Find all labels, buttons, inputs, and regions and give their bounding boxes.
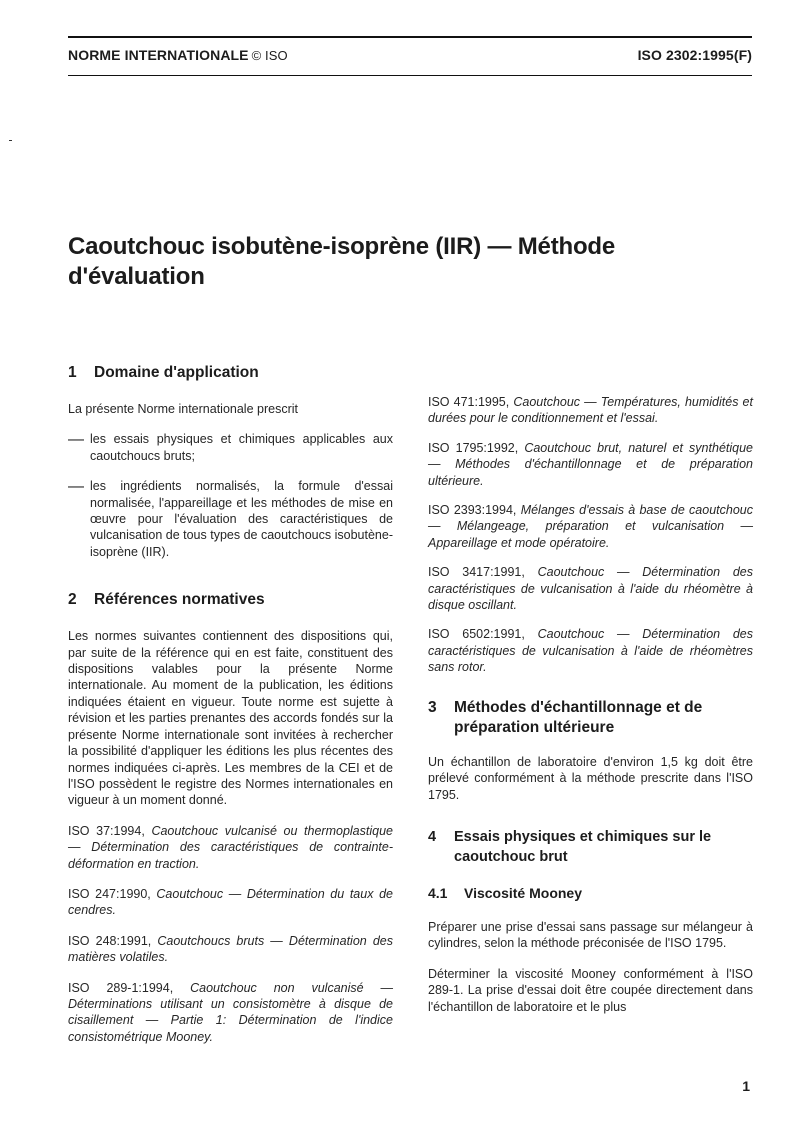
subsection-4-1-para-2: Déterminer la viscosité Mooney conformément à l'ISO 289-1. La prise d'essai doit être coupée directement dans l'échantillon de laboratoire et le plus	[428, 966, 753, 1014]
reference-iso-471	[428, 394, 753, 427]
reference-iso-37	[68, 823, 393, 872]
reference-code: ISO 248:1991,	[68, 933, 152, 948]
subsection-4-1-para-1: Préparer une prise d'essai sans passage sur mélangeur à cylindres, selon la méthode préconisée de l'ISO 1795.	[428, 919, 753, 951]
reference-iso-289-1	[68, 980, 393, 1046]
reference-iso-3417	[428, 564, 753, 613]
reference-code: ISO 471:1995,	[428, 395, 510, 409]
header-bottom-rule	[68, 75, 752, 76]
reference-title: Caoutchouc — Détermination des caractéristiques de vulcanisation à l'aide du rhéomètre à disque oscillant.	[428, 565, 753, 613]
reference-iso-2393	[428, 502, 753, 551]
reference-code: ISO 289-1:1994,	[68, 980, 174, 995]
reference-code: ISO 37:1994,	[68, 823, 145, 838]
reference-code: ISO 6502:1991,	[428, 627, 525, 642]
reference-code: ISO 1795:1992,	[428, 440, 519, 455]
section-4-number: 4	[428, 828, 437, 845]
header-doc-number: ISO 2302:1995(F)	[637, 47, 752, 63]
reference-title: Caoutchouc non vulcanisé — Déterminations utilisant un consistomètre à disque de cisaillement — Partie 1: Détermination de l'indice consistométrique Mooney.	[68, 980, 393, 1044]
scope-item-1-text: les essais physiques et chimiques applicables aux caoutchoucs bruts;	[90, 432, 393, 463]
section-1-heading	[68, 363, 393, 383]
reference-title: Caoutchouc brut, naturel et synthétique — Méthodes d'échantillonnage et de préparation ultérieure.	[428, 440, 753, 488]
reference-code: ISO 2393:1994,	[428, 503, 517, 518]
document-title: Caoutchouc isobutène-isoprène (IIR) — Méthode d'évaluation	[68, 233, 616, 290]
section-3-heading	[428, 698, 753, 738]
reference-title: Caoutchouc — Détermination du taux de cendres.	[68, 886, 393, 918]
reference-code: ISO 247:1990,	[68, 886, 151, 901]
left-column	[68, 360, 393, 1045]
list-dash: —	[68, 478, 84, 496]
reference-title: Mélanges d'essais à base de caoutchouc — Mélangeage, préparation et vulcanisation — Appareillage et mode opératoire.	[428, 503, 753, 550]
section-2-heading	[68, 590, 393, 610]
scope-item-2-text: les ingrédients normalisés, la formule d'essai normalisée, l'appareillage et les méthodes de mise en œuvre pour l'évaluation des caractéristiques de vulcanisation de tous types de caoutchoucs isobutène-isoprène (IIR).	[90, 479, 393, 559]
header-standard-type: NORME INTERNATIONALE	[68, 47, 249, 63]
reference-iso-6502	[428, 626, 753, 675]
section-1-title: Domaine d'application	[94, 364, 259, 381]
section-2-title: Références normatives	[94, 591, 265, 609]
reference-iso-1795	[428, 440, 753, 489]
header-left	[68, 47, 288, 63]
reference-iso-248	[68, 933, 393, 966]
section-3-body: Un échantillon de laboratoire d'environ 1,5 kg doit être prélevé conformément à la méthode prescrite dans l'ISO 1795.	[428, 754, 753, 802]
subsection-4-1-number: 4.1	[428, 884, 448, 901]
right-column	[428, 394, 753, 1015]
list-dash: —	[68, 431, 84, 449]
scope-item-1	[68, 431, 393, 464]
reference-title: Caoutchouc — Températures, humidités et durées pour le conditionnement et l'essai.	[428, 395, 753, 426]
scope-item-2	[68, 478, 393, 560]
section-2-body: Les normes suivantes contiennent des dispositions qui, par suite de la référence qui en est faite, constituent des dispositions valables pour la présente Norme internationale. Au moment de la publication, les éditions indiquées étaient en vigueur. Toute norme est sujette à révision et les parties prenantes des accords fondés sur la présente Norme internationale sont invitées à rechercher la possibilité d'appliquer les éditions les plus récentes des normes indiquées ci-après. Les membres de la CEI et de l'ISO possèdent le registre des Normes internationales en vigueur à un moment donné.	[68, 629, 393, 808]
section-4-heading	[428, 827, 753, 867]
section-2-number: 2	[68, 591, 77, 609]
section-3-title: Méthodes d'échantillonnage et de préparation ultérieure	[454, 698, 703, 736]
reference-title: Caoutchoucs bruts — Détermination des matières volatiles.	[68, 933, 393, 965]
page-number: 1	[742, 1078, 750, 1094]
reference-code: ISO 3417:1991,	[428, 565, 525, 580]
subsection-4-1-title: Viscosité Mooney	[464, 884, 583, 901]
header-copyright: © ISO	[251, 48, 288, 63]
subsection-4-1-heading	[428, 883, 753, 903]
section-3-number: 3	[428, 698, 437, 716]
section-1-number: 1	[68, 364, 77, 381]
section-4-title: Essais physiques et chimiques sur le caoutchouc brut	[454, 828, 712, 865]
reference-title: Caoutchouc vulcanisé ou thermoplastique — Détermination des caractéristiques de contrainte-déformation en traction.	[68, 823, 393, 871]
reference-iso-247	[68, 886, 393, 919]
reference-title: Caoutchouc — Détermination des caractéristiques de vulcanisation à l'aide de rhéomètres sans rotor.	[428, 627, 753, 675]
section-1-intro: La présente Norme internationale prescrit	[68, 402, 298, 416]
margin-mark	[9, 140, 12, 141]
header-top-rule	[68, 36, 752, 38]
